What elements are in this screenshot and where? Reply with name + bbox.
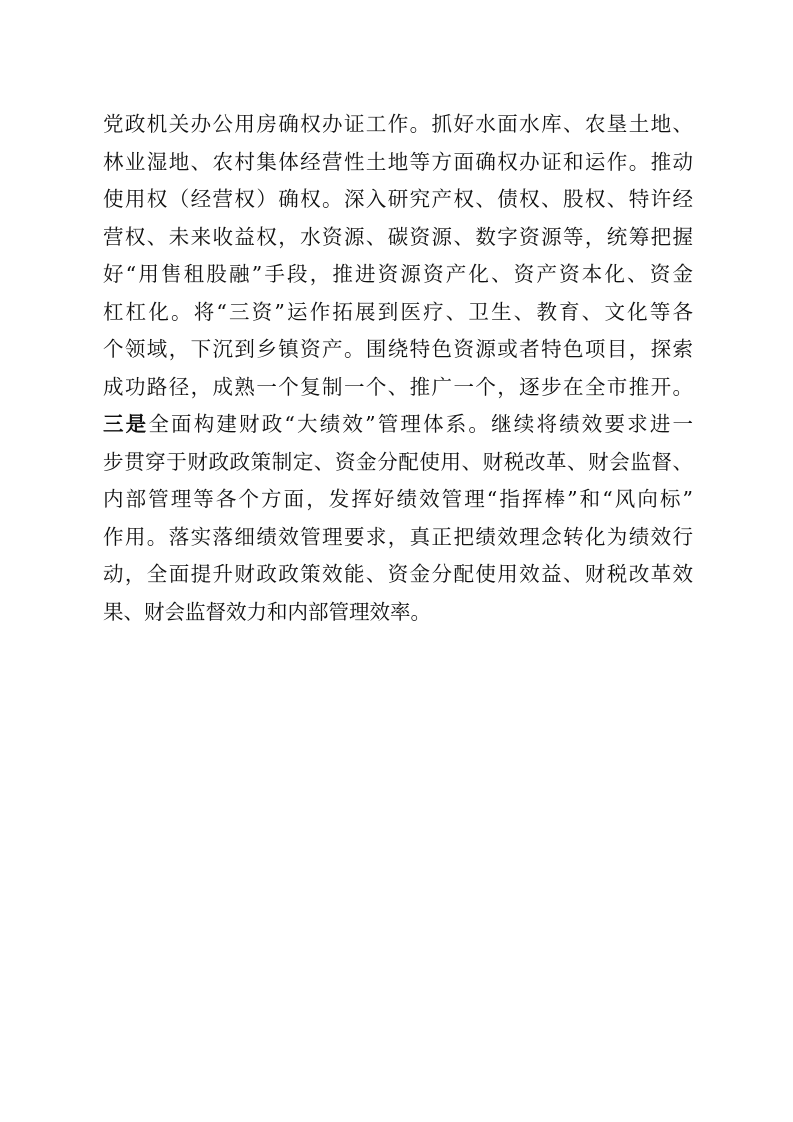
text-line: 步贯穿于财政政策制定、资金分配使用、财税改革、财会监督、 [103,449,693,474]
text-line [103,406,693,444]
body-text [103,106,693,631]
text-line: 成功路径，成熟一个复制一个、推广一个，逐步在全市推开。 [103,374,693,399]
text-line: 个领域，下沉到乡镇资产。围绕特色资源或者特色项目，探索 [103,337,693,361]
paragraph-2 [103,406,693,631]
paragraph-1 [103,106,693,406]
paragraph-line-rest: 全面构建财政“大绩效”管理体系。继续将绩效要求进一 [148,412,694,436]
paragraph-lead-bold: 三是 [103,412,149,436]
text-line: 营权、未来收益权，水资源、碳资源、数字资源等，统筹把握 [103,224,693,249]
text-line: 内部管理等各个方面，发挥好绩效管理“指挥棒”和“风向标” [103,487,693,511]
text-line: 动，全面提升财政政策效能、资金分配使用效益、财税改革效 [103,562,693,586]
text-line: 使用权（经营权）确权。深入研究产权、债权、股权、特许经 [103,187,693,211]
text-line: 好“用售租股融”手段，推进资源资产化、资产资本化、资金 [103,262,693,286]
text-line: 作用。落实落细绩效管理要求，真正把绩效理念转化为绩效行 [103,524,693,549]
text-line: 党政机关办公用房确权办证工作。抓好水面水库、农垦土地、 [103,112,693,136]
text-line: 杠杠化。将“三资”运作拓展到医疗、卫生、教育、文化等各 [103,299,693,324]
text-line: 果、财会监督效力和内部管理效率。 [103,599,431,624]
text-line: 林业湿地、农村集体经营性土地等方面确权办证和运作。推动 [103,149,693,174]
